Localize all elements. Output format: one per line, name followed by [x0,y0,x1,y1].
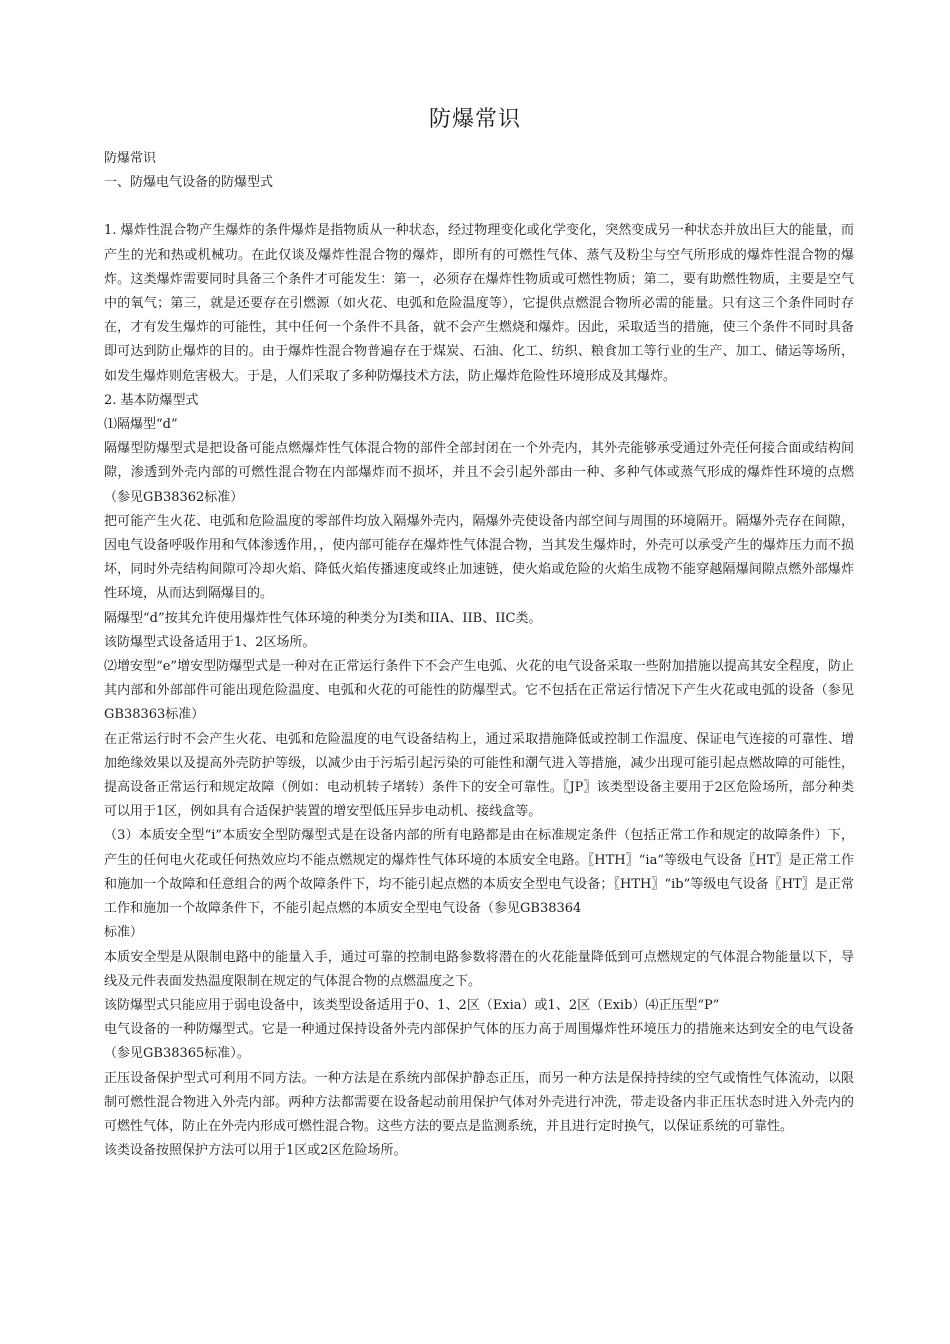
subsection-heading: 2. 基本防爆型式 [104,392,199,408]
paragraph: 该类设备按照保护方法可以用于1区或2区危险场所。 [104,1143,407,1159]
paragraph: 正压设备保护型式可利用不同方法。一种方法是在系统内部保护静态正压，而另一种方法是保持持续的空气或惰性气体流动，以限制可燃性混合物进入外壳内部。两种方法都需要在设备起动前用保护气体对外壳进行冲洗，带走设备内非正压状态时进入外壳内的可燃性气体，防止在外壳内形成可燃性混合物。这些方法的要点是监测系统，并且进行定时换气，以保证系统的可靠性。 [104,1070,854,1134]
paragraph: 隔爆型防爆型式是把设备可能点燃爆炸性气体混合物的部件全部封闭在一个外壳内，其外壳能够承受通过外壳任何接合面或结构间隙，渗透到外壳内部的可燃性混合物在内部爆炸而不损坏，并且不会引起外部由一种、多种气体或蒸气形成的爆炸性环境的点燃（参见GB38362标准） [104,441,854,505]
paragraph: 隔爆型“d”按其允许使用爆炸性气体环境的种类分为I类和IIA、IIB、IIC类。 [104,610,542,626]
document-title: 防爆常识 [428,107,521,132]
paragraph: ⑵增安型“e”增安型防爆型式是一种对在正常运行条件下不会产生电弧、火花的电气设备采取一些附加措施以提高其安全程度，防止其内部和外部部件可能出现危险温度、电弧和火花的可能性的防爆型式。它不包括在正常运行情况下产生火花或电弧的设备（参见GB38363标准） [104,659,854,723]
paragraph: 该防爆型式设备适用于1、2区场所。 [104,634,316,650]
section-heading: 一、防爆电气设备的防爆型式 [104,175,274,191]
heading-line: 防爆常识 [104,151,157,166]
blank-line [104,195,854,219]
paragraph: 电气设备的一种防爆型式。它是一种通过保持设备外壳内部保护气体的压力高于周围爆炸性环境压力的措施来达到安全的电气设备（参见GB38365标准）。 [104,1022,854,1062]
paragraph: 把可能产生火花、电弧和危险温度的零部件均放入隔爆外壳内，隔爆外壳使设备内部空间与周围的环境隔开。隔爆外壳存在间隙，因电气设备呼吸作用和气体渗透作用，，使内部可能存在爆炸性气体混合物，当其发生爆炸时，外壳可以承受产生的爆炸压力而不损坏，同时外壳结构间隙可冷却火焰、降低火焰传播速度或终止加速链，使火焰或危险的火焰生成物不能穿越隔爆间隙点燃外部爆炸性环境，从而达到隔爆目的。 [104,513,854,602]
item-heading: ⑴隔爆型“d” [104,417,178,433]
paragraph: 标准） [104,925,144,941]
paragraph: 该防爆型式只能应用于弱电设备中，该类型设备适用于0、1、2区（Exia）或1、2区（Exib）⑷正压型“P” [104,997,720,1013]
paragraph: 在正常运行时不会产生火花、电弧和危险温度的电气设备结构上，通过采取措施降低或控制工作温度、保证电气连接的可靠性、增加绝缘效果以及提高外壳防护等级，以减少由于污垢引起污染的可能性和潮气进入等措施，减少出现可能引起点燃故障的可能性，提高设备正常运行和规定故障（例如：电动机转子堵转）条件下的安全可靠性。〖JP〗该类型设备主要用于2区危险场所，部分种类可以用于1区，例如具有合适保护装置的增安型低压异步电动机、接线盒等。 [104,731,854,820]
paragraph: 1. 爆炸性混合物产生爆炸的条件爆炸是指物质从一种状态，经过物理变化或化学变化，突然变成另一种状态并放出巨大的能量，而产生的光和热或机械功。在此仅谈及爆炸性混合物的爆炸，即所有的可燃性气体、蒸气及粉尘与空气所形成的爆炸性混合物的爆炸。这类爆炸需要同时具备三个条件才可能发生：第一，必须存在爆炸性物质或可燃性物质；第二，要有助燃性物质，主要是空气中的氧气；第三，就是还要存在引燃源（如火花、电弧和危险温度等），它提供点燃混合物所必需的能量。只有这三个条件同时存在，才有发生爆炸的可能性，其中任何一个条件不具备，就不会产生燃烧和爆炸。因此，采取适当的措施，使三个条件不同时具备即可达到防止爆炸的目的。由于爆炸性混合物普遍存在于煤炭、石油、化工、纺织、粮食加工等行业的生产、加工、储运等场所，如发生爆炸则危害极大。于是，人们采取了多种防爆技术方法，防止爆炸危险性环境形成及其爆炸。 [104,223,854,384]
paragraph: （3）本质安全型“i”本质安全型防爆型式是在设备内部的所有电路都是由在标准规定条件（包括正常工作和规定的故障条件）下，产生的任何电火花或任何热效应均不能点燃规定的爆炸性气体环境的本质安全电路。〖HTH〗“ia”等级电气设备〖HT〗是正常工作和施加一个故障和任意组合的两个故障条件下，均不能引起点燃的本质安全型电气设备；〖HTH〗“ib”等级电气设备〖HT〗是正常工作和施加一个故障条件下，不能引起点燃的本质安全型电气设备（参见GB38364 [104,828,854,917]
paragraph: 本质安全型是从限制电路中的能量入手，通过可靠的控制电路参数将潜在的火花能量降低到可点燃规定的气体混合物能量以下，导线及元件表面发热温度限制在规定的气体混合物的点燃温度之下。 [104,949,854,989]
document-body [104,147,854,1163]
